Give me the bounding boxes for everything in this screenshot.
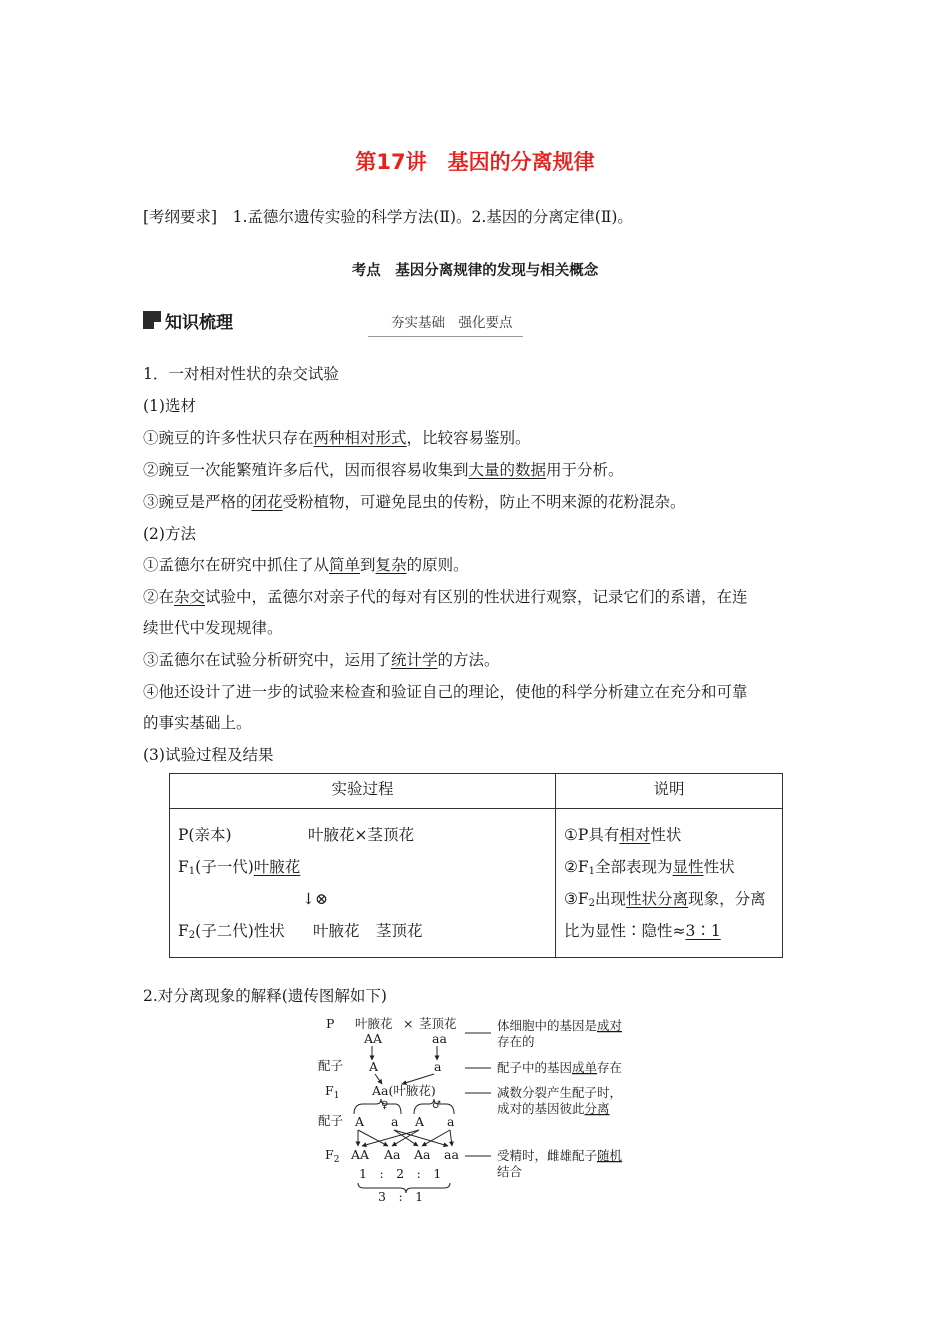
parent1-gamete: A xyxy=(369,1059,379,1074)
s1-p1: (1)选材 xyxy=(143,397,196,415)
s1-a1: ①豌豆的许多性状只存在两种相对形式，比较容易鉴别。 xyxy=(143,429,531,447)
s1-b2: ②在杂交试验中，孟德尔对亲子代的每对有区别的性状进行观察，记录它们的系谱，在连 xyxy=(143,588,748,606)
process-p: P(亲本) 叶腋花×茎顶花 xyxy=(178,826,414,844)
ratio-genotype: 1 : 2 : 1 xyxy=(359,1166,442,1181)
note-4-line1: 受精时，雌雄配子随机 xyxy=(497,1148,623,1163)
f1-genotype: Aa(叶腋花) xyxy=(372,1083,436,1098)
note-1-line1: 体细胞中的基因是成对 xyxy=(497,1018,623,1033)
label-gametes-f1: 配子 xyxy=(318,1113,344,1128)
note-3-line2: 成对的基因彼此分离 xyxy=(497,1101,610,1116)
parent2-phenotype: 茎顶花 xyxy=(419,1016,457,1031)
female-symbol: ♀ xyxy=(381,1100,389,1111)
cross-symbol: × xyxy=(403,1016,414,1031)
section-subtitle: 夯实基础 强化要点 xyxy=(391,315,513,331)
exam-requirement: [考纲要求] 1.孟德尔遗传实验的科学方法(Ⅱ)。2.基因的分离定律(Ⅱ)。 xyxy=(143,208,633,226)
note-2: $②F_1$全部表现为显性性状 xyxy=(564,858,735,877)
s1-b4-line1: ④他还设计了进一步的试验来检查和验证自己的理论，使他的科学分析建立在充分和可靠 xyxy=(143,683,748,701)
f1-gamete-3: A xyxy=(415,1114,425,1129)
process-f2: $F_2$(子二代)性状 叶腋花 茎顶花 xyxy=(178,922,423,941)
s2-heading: 2.对分离现象的解释(遗传图解如下) xyxy=(143,987,387,1005)
f2-offspring-3: Aa xyxy=(414,1147,431,1162)
parent1-genotype: AA xyxy=(364,1031,383,1046)
ratio-phenotype: 3 : 1 xyxy=(378,1189,424,1204)
note-2: 配子中的基因成单存在 xyxy=(497,1060,623,1075)
s1-a3: ③豌豆是严格的闭花受粉植物，可避免昆虫的传粉，防止不明来源的花粉混杂。 xyxy=(143,493,686,511)
label-f2: $F_2$ xyxy=(325,1147,340,1165)
note-4: 比为显性∶隐性≈3∶1 xyxy=(564,922,721,940)
note-1: ①P具有相对性状 xyxy=(564,826,682,844)
male-symbol: ♂ xyxy=(432,1100,441,1111)
s1-p3: (3)试验过程及结果 xyxy=(143,746,274,764)
page-title: 第17讲 基因的分离规律 xyxy=(355,150,595,174)
label-p: P xyxy=(326,1016,335,1031)
f1-gamete-2: a xyxy=(391,1114,399,1129)
s1-p2: (2)方法 xyxy=(143,525,196,543)
note-1-line2: 存在的 xyxy=(497,1034,535,1049)
table-header-notes: 说明 xyxy=(556,774,783,809)
process-selfing: ↓⊗ xyxy=(302,890,328,908)
table-header-process: 实验过程 xyxy=(170,774,556,809)
f1-gamete-1: A xyxy=(355,1114,365,1129)
s1-b2-cont: 续世代中发现规律。 xyxy=(143,619,283,637)
f2-offspring-2: Aa xyxy=(384,1147,401,1162)
label-gametes: 配子 xyxy=(318,1058,344,1073)
parent2-gamete: a xyxy=(434,1059,442,1074)
s1-b3: ③孟德尔在试验分析研究中，运用了统计学的方法。 xyxy=(143,651,500,669)
label-f1: $F_1$ xyxy=(325,1083,340,1101)
parent2-genotype: aa xyxy=(432,1031,447,1046)
note-4-line2: 结合 xyxy=(497,1164,523,1179)
note-3: $③F_2$出现性状分离现象，分离 xyxy=(564,890,766,909)
f2-offspring-4: aa xyxy=(444,1147,459,1162)
f1-gamete-4: a xyxy=(447,1114,455,1129)
note-3-line1: 减数分裂产生配子时， xyxy=(497,1085,623,1100)
s1-heading: 1．一对相对性状的杂交试验 xyxy=(143,365,339,383)
f2-offspring-1: AA xyxy=(351,1147,370,1162)
kaodian-heading: 考点 基因分离规律的发现与相关概念 xyxy=(351,263,599,279)
s1-b4-line2: 的事实基础上。 xyxy=(143,714,252,732)
section-title: 知识梳理 xyxy=(165,313,233,333)
s1-b1: ①孟德尔在研究中抓住了从简单到复杂的原则。 xyxy=(143,556,469,574)
parent1-phenotype: 叶腋花 xyxy=(355,1016,393,1031)
s1-a2: ②豌豆一次能繁殖许多后代，因而很容易收集到大量的数据用于分析。 xyxy=(143,461,624,479)
process-f1: $F_1$(子一代)叶腋花 xyxy=(178,858,301,877)
